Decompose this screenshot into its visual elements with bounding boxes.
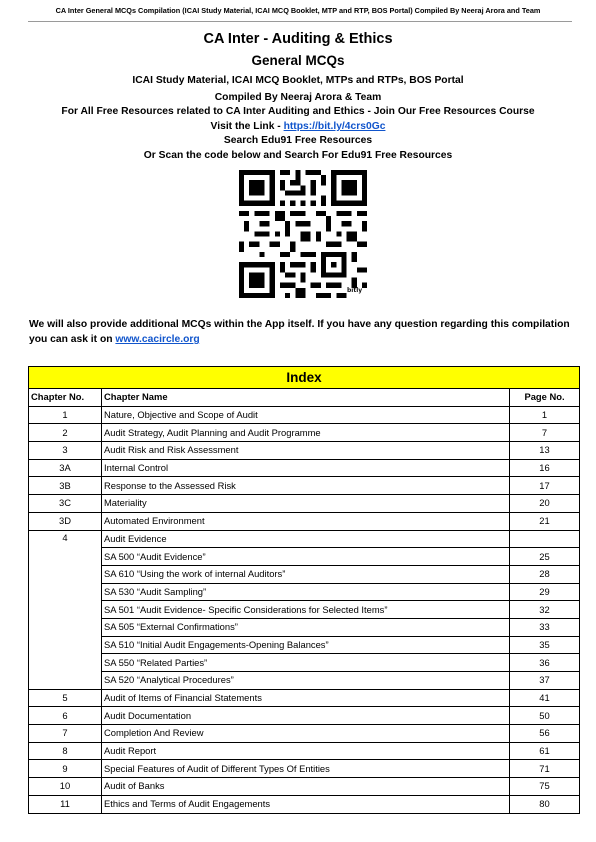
sources-line: ICAI Study Material, ICAI MCQ Booklet, MTPs and RTPs, BOS Portal xyxy=(132,75,464,86)
page-no-cell: 61 xyxy=(510,742,580,760)
chapter-name-cell: Audit Documentation xyxy=(102,707,510,725)
index-header-row xyxy=(29,389,580,407)
chapter-name-cell: SA 550 “Related Parties” xyxy=(102,654,510,672)
index-row xyxy=(29,795,580,813)
page-no-cell: 17 xyxy=(510,477,580,495)
page-no-cell: 35 xyxy=(510,636,580,654)
index-row xyxy=(29,459,580,477)
index-row xyxy=(29,725,580,743)
chapter-name-cell: Automated Environment xyxy=(102,512,510,530)
index-row xyxy=(29,424,580,442)
chapter-name-cell: Materiality xyxy=(102,495,510,513)
running-header: CA Inter General MCQs Compilation (ICAI Study Material, ICAI MCQ Booklet, MTP and RTP, BOS Portal) Compiled By Neeraj Arora and Team xyxy=(55,6,541,15)
index-row xyxy=(29,636,580,654)
chapter-no-cell: 3A xyxy=(29,459,102,477)
page-no-cell: 33 xyxy=(510,618,580,636)
chapter-name-cell: Audit of Items of Financial Statements xyxy=(102,689,510,707)
index-row xyxy=(29,654,580,672)
document-subtitle: General MCQs xyxy=(251,53,345,68)
chapter-name-cell: Ethics and Terms of Audit Engagements xyxy=(102,795,510,813)
document-title: CA Inter - Auditing & Ethics xyxy=(203,31,393,47)
index-row xyxy=(29,601,580,619)
index-row xyxy=(29,495,580,513)
chapter-no-cell: 7 xyxy=(29,725,102,743)
header-page-no: Page No. xyxy=(510,389,580,407)
chapter-name-cell: Audit Strategy, Audit Planning and Audit Programme xyxy=(102,424,510,442)
index-row xyxy=(29,442,580,460)
chapter-name-cell: SA 510 “Initial Audit Engagements-Opening Balances” xyxy=(102,636,510,654)
index-row xyxy=(29,565,580,583)
page-no-cell: 28 xyxy=(510,565,580,583)
page-no-cell: 32 xyxy=(510,601,580,619)
page-no-cell: 71 xyxy=(510,760,580,778)
index-row xyxy=(29,742,580,760)
page-no-cell: 13 xyxy=(510,442,580,460)
chapter-no-cell: 3 xyxy=(29,442,102,460)
page-no-cell: 50 xyxy=(510,707,580,725)
page-no-cell: 7 xyxy=(510,424,580,442)
page-no-cell: 20 xyxy=(510,495,580,513)
header-chapter-no: Chapter No. xyxy=(29,389,102,407)
chapter-no-cell: 10 xyxy=(29,778,102,796)
index-row xyxy=(29,477,580,495)
chapter-no-cell: 5 xyxy=(29,689,102,707)
header-chapter-name: Chapter Name xyxy=(102,389,510,407)
page-no-cell: 80 xyxy=(510,795,580,813)
index-row xyxy=(29,583,580,601)
chapter-name-cell: Completion And Review xyxy=(102,725,510,743)
chapter-name-cell: Audit Evidence xyxy=(102,530,510,548)
page-no-cell: 1 xyxy=(510,406,580,424)
chapter-name-cell: Nature, Objective and Scope of Audit xyxy=(102,406,510,424)
index-row xyxy=(29,406,580,424)
index-row xyxy=(29,689,580,707)
chapter-no-cell: 3B xyxy=(29,477,102,495)
page-no-cell: 36 xyxy=(510,654,580,672)
chapter-no-cell: 4 xyxy=(29,530,102,689)
visit-line xyxy=(0,121,596,132)
qr-code[interactable] xyxy=(239,170,367,298)
scan-line: Or Scan the code below and Search For Edu91 Free Resources xyxy=(143,150,453,161)
index-row xyxy=(29,672,580,690)
index-row xyxy=(29,778,580,796)
qr-brand-label: bitly xyxy=(347,287,363,294)
index-row xyxy=(29,618,580,636)
index-table xyxy=(28,366,580,814)
chapter-name-cell: SA 610 “Using the work of internal Auditors” xyxy=(102,565,510,583)
index-row xyxy=(29,760,580,778)
chapter-no-cell: 11 xyxy=(29,795,102,813)
index-row xyxy=(29,512,580,530)
page-no-cell: 75 xyxy=(510,778,580,796)
compiled-by-line: Compiled By Neeraj Arora & Team xyxy=(214,92,382,103)
index-body xyxy=(29,406,580,813)
chapter-name-cell: SA 505 “External Confirmations” xyxy=(102,618,510,636)
page-no-cell: 25 xyxy=(510,548,580,566)
chapter-name-cell: SA 500 “Audit Evidence” xyxy=(102,548,510,566)
chapter-no-cell: 2 xyxy=(29,424,102,442)
chapter-name-cell: SA 520 “Analytical Procedures” xyxy=(102,672,510,690)
free-resources-line: For All Free Resources related to CA Inter Auditing and Ethics - Join Our Free Resources Course xyxy=(61,106,535,117)
page-no-cell xyxy=(510,530,580,548)
chapter-no-cell: 8 xyxy=(29,742,102,760)
page-no-cell: 29 xyxy=(510,583,580,601)
index-title: Index xyxy=(29,367,580,389)
chapter-name-cell: SA 501 “Audit Evidence- Specific Considerations for Selected Items” xyxy=(102,601,510,619)
chapter-name-cell: Audit Risk and Risk Assessment xyxy=(102,442,510,460)
search-line: Search Edu91 Free Resources xyxy=(223,135,373,146)
page-no-cell: 37 xyxy=(510,672,580,690)
chapter-no-cell: 6 xyxy=(29,707,102,725)
visit-prefix: Visit the Link - xyxy=(210,121,284,132)
page-no-cell: 21 xyxy=(510,512,580,530)
page-no-cell: 41 xyxy=(510,689,580,707)
chapter-name-cell: Response to the Assessed Risk xyxy=(102,477,510,495)
chapter-name-cell: SA 530 “Audit Sampling” xyxy=(102,583,510,601)
chapter-no-cell: 9 xyxy=(29,760,102,778)
chapter-name-cell: Audit of Banks xyxy=(102,778,510,796)
chapter-no-cell: 3C xyxy=(29,495,102,513)
chapter-no-cell: 3D xyxy=(29,512,102,530)
note-link[interactable]: www.cacircle.org xyxy=(115,334,200,345)
note-text: We will also provide additional MCQs within the App itself. If you have any question regarding this compilation you can ask it on xyxy=(29,319,570,345)
visit-link[interactable]: https://bit.ly/4crs0Gc xyxy=(283,121,386,132)
index-row xyxy=(29,548,580,566)
index-row xyxy=(29,530,580,548)
chapter-name-cell: Internal Control xyxy=(102,459,510,477)
note-paragraph xyxy=(29,317,574,347)
chapter-name-cell: Special Features of Audit of Different Types Of Entities xyxy=(102,760,510,778)
chapter-no-cell: 1 xyxy=(29,406,102,424)
index-row xyxy=(29,707,580,725)
page-no-cell: 16 xyxy=(510,459,580,477)
page-no-cell: 56 xyxy=(510,725,580,743)
chapter-name-cell: Audit Report xyxy=(102,742,510,760)
header-rule xyxy=(28,21,572,22)
